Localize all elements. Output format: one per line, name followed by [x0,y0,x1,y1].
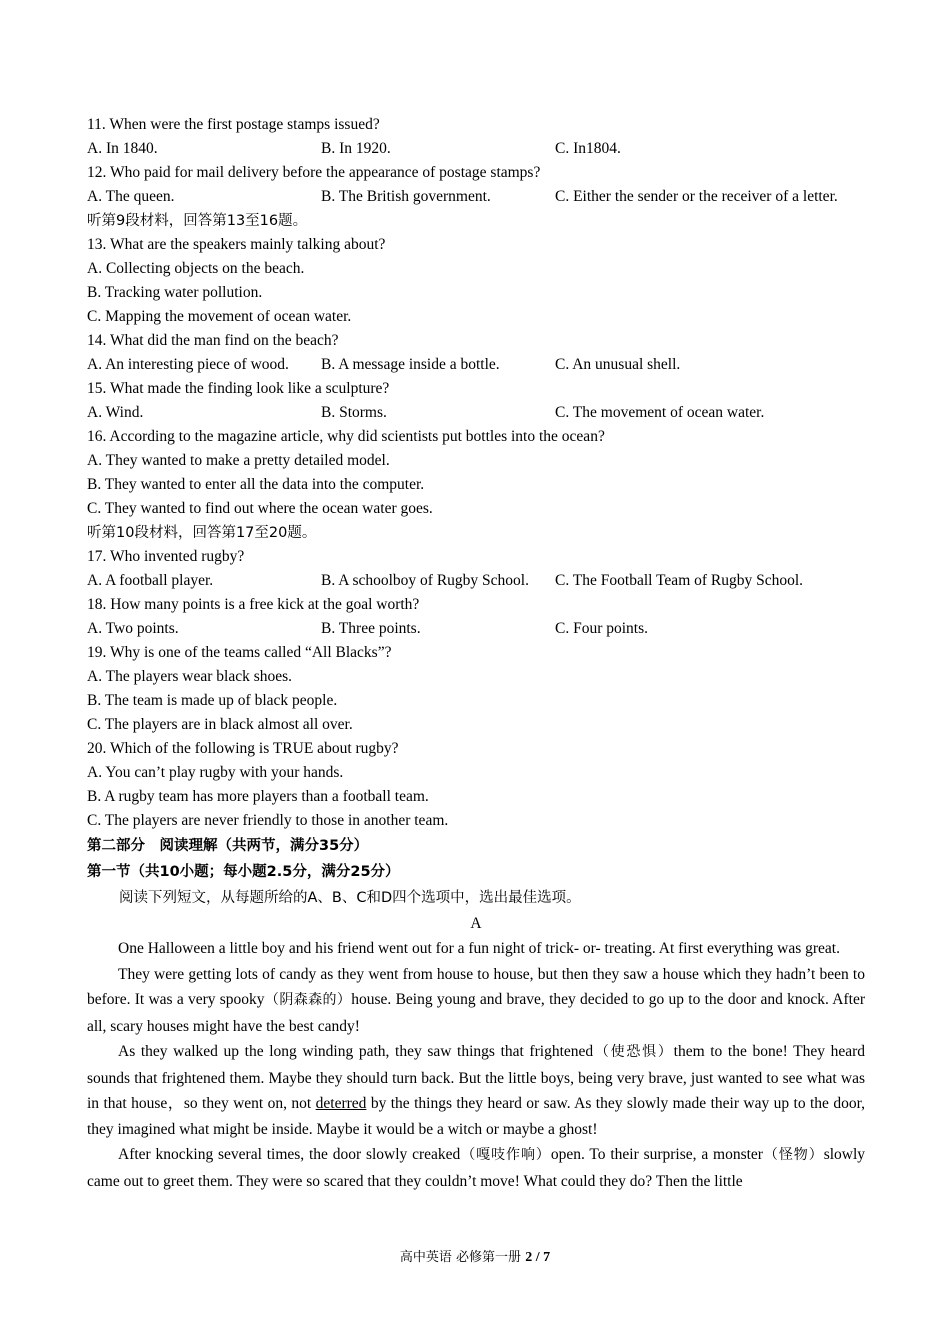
option-a: A. A football player. [87,572,214,589]
underlined-word: deterred [315,1095,367,1112]
question-16: 16. According to the magazine article, why did scientists put bottles into the ocean? [87,428,605,445]
options-11 [87,137,865,161]
reading-instruction: 阅读下列短文，从每题所给的A、B、C和D四个选项中，选出最佳选项。 [119,890,581,906]
option-b: B. Storms. [321,404,387,421]
option-c: C. Mapping the movement of ocean water. [87,308,352,325]
question-20: 20. Which of the following is TRUE about rugby? [87,740,399,757]
paragraph-4: After knocking several times, the door slowly creaked（嘎吱作响）open. To their surprise, a monster（怪物）slowly came out to greet them. They were so scared that they couldn’t move! What could they do? Then the little [87,1146,866,1190]
option-b: B. A rugby team has more players than a football team. [87,788,429,805]
option-a: A. The queen. [87,188,175,205]
options-14 [87,353,865,377]
option-a: A. Wind. [87,404,144,421]
exam-page [87,113,865,1194]
option-c: C. In1804. [555,140,621,157]
option-b: B. A message inside a bottle. [321,356,500,373]
options-17 [87,569,865,593]
option-a: A. An interesting piece of wood. [87,356,289,373]
section-9-instruction: 听第9段材料，回答第13至16题。 [87,213,308,229]
question-19: 19. Why is one of the teams called “All Blacks”? [87,644,392,661]
question-12: 12. Who paid for mail delivery before the appearance of postage stamps? [87,164,541,181]
question-17: 17. Who invented rugby? [87,548,245,565]
footer-label: 高中英语 必修第一册 [399,1250,522,1265]
question-18: 18. How many points is a free kick at the goal worth? [87,596,420,613]
option-c: C. The players are never friendly to those in another team. [87,812,449,829]
page-number: 2 / 7 [525,1250,551,1265]
option-a: A. They wanted to make a pretty detailed model. [87,452,390,469]
option-b: B. The team is made up of black people. [87,692,338,709]
option-a: A. The players wear black shoes. [87,668,293,685]
question-13: 13. What are the speakers mainly talking about? [87,236,386,253]
page-footer [0,1246,950,1266]
option-a: A. In 1840. [87,140,158,157]
passage-a [87,936,865,1194]
option-b: B. A schoolboy of Rugby School. [321,572,529,589]
option-c: C. Four points. [555,620,649,637]
paragraph-1: One Halloween a little boy and his friend went out for a fun night of trick- or- treating. At first everything was great. [118,940,840,957]
option-b: B. They wanted to enter all the data into the computer. [87,476,425,493]
options-15 [87,401,865,425]
section-10-instruction: 听第10段材料，回答第17至20题。 [87,525,317,541]
question-11: 11. When were the first postage stamps issued? [87,116,380,133]
option-c: C. The players are in black almost all over. [87,716,353,733]
options-12 [87,185,865,209]
passage-label: A [470,915,482,932]
option-b: B. Three points. [321,620,421,637]
option-c: C. An unusual shell. [555,356,681,373]
option-c: C. The movement of ocean water. [555,404,765,421]
question-14: 14. What did the man find on the beach? [87,332,339,349]
option-a: A. You can’t play rugby with your hands. [87,764,344,781]
option-a: A. Collecting objects on the beach. [87,260,305,277]
paragraph-2: They were getting lots of candy as they went from house to house, but then they saw a house which they hadn’t been to before. It was a very spooky（阴森森的）house. Being young and brave, they decided to go up to the door and knock. After all, scary houses might have the best candy! [87,965,866,1035]
option-c: C. They wanted to find out where the ocean water goes. [87,500,433,517]
paragraph-3: As they walked up the long winding path, they saw things that frightened（使恐惧）them to the bone! They heard sounds that frightened them. Maybe they should turn back. But the little boys, being very brave, just wanted to see what was in that house，so they went on, not deterred by the things they heard or saw. As they slowly made their way up to the door, they imagined what might be inside. Maybe it would be a witch or maybe a ghost! [87,1043,866,1138]
options-18 [87,617,865,641]
option-b: B. In 1920. [321,140,391,157]
option-c: C. The Football Team of Rugby School. [555,572,804,589]
section1-title: 第一节（共10小题；每小题2.5分，满分25分） [87,864,400,880]
option-a: A. Two points. [87,620,179,637]
question-15: 15. What made the finding look like a sculpture? [87,380,390,397]
option-b: B. Tracking water pollution. [87,284,263,301]
option-b: B. The British government. [321,188,491,205]
part2-title: 第二部分 阅读理解（共两节，满分35分） [87,838,369,854]
option-c: C. Either the sender or the receiver of a letter. [555,188,838,205]
